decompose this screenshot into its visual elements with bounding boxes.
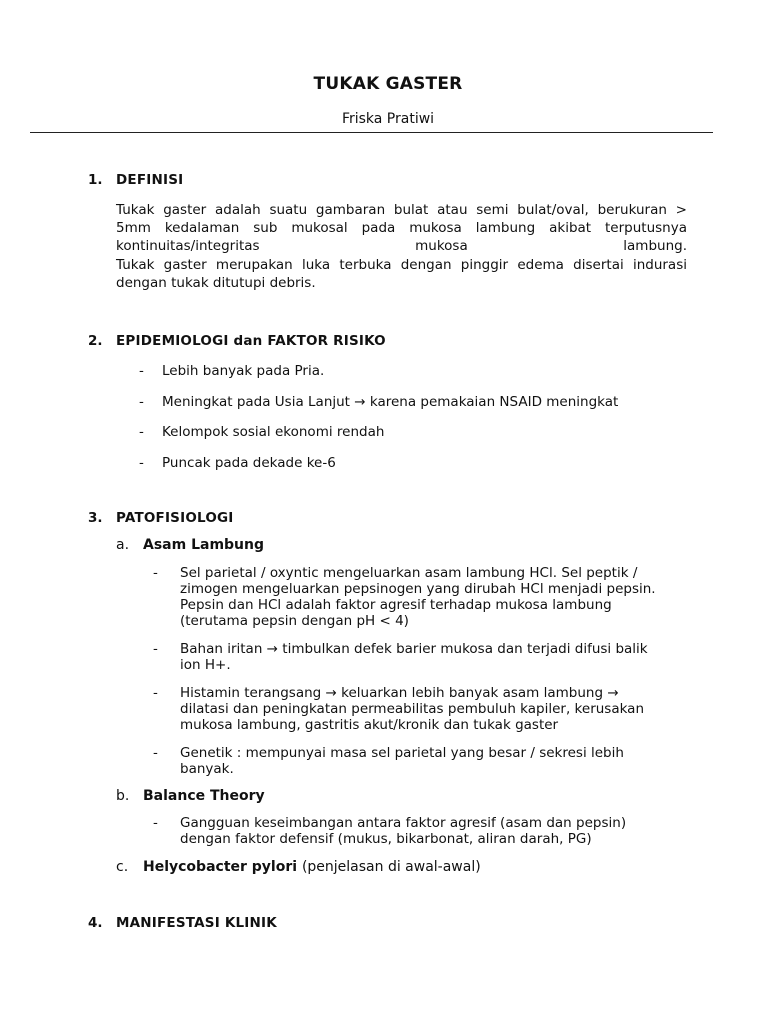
subsection-c-letter: c. — [116, 859, 129, 875]
bullet-dash: - — [153, 565, 158, 581]
list-item-line: Pepsin dan HCl adalah faktor agresif terhadap mukosa lambung — [180, 597, 612, 613]
list-item-line: Genetik : mempunyai masa sel parietal yang besar / sekresi lebih — [180, 745, 624, 761]
section-3-number: 3. — [88, 510, 103, 526]
list-item-line: zimogen mengeluarkan pepsinogen yang dirubah HCl menjadi pepsin. — [180, 581, 656, 597]
list-item-line: Bahan iritan → timbulkan defek barier mukosa dan terjadi difusi balik — [180, 641, 648, 657]
list-item: Meningkat pada Usia Lanjut → karena pemakaian NSAID meningkat — [162, 394, 619, 410]
list-item — [180, 745, 624, 777]
header-divider — [30, 132, 713, 133]
list-item — [180, 815, 626, 847]
section-2-number: 2. — [88, 333, 103, 349]
bullet-dash: - — [139, 394, 144, 410]
subsection-a-letter: a. — [116, 537, 130, 553]
list-item — [180, 641, 648, 673]
list-item-line: banyak. — [180, 761, 234, 777]
list-item — [180, 565, 656, 629]
paragraph-line: 5mm kedalaman sub mukosal pada mukosa lambung akibat terputusnya — [116, 220, 687, 237]
list-item-line: dengan faktor defensif (mukus, bikarbonat, aliran darah, PG) — [180, 831, 592, 847]
bullet-dash: - — [139, 363, 144, 379]
list-item-line: Sel parietal / oxyntic mengeluarkan asam lambung HCl. Sel peptik / — [180, 565, 638, 581]
list-item: Puncak pada dekade ke-6 — [162, 455, 336, 471]
list-item: Kelompok sosial ekonomi rendah — [162, 424, 385, 440]
list-item-line: dilatasi dan peningkatan permeabilitas pembuluh kapiler, kerusakan — [180, 701, 645, 717]
document-title: TUKAK GASTER — [313, 74, 463, 94]
subsection-c-heading — [143, 859, 481, 875]
list-item-line: ion H+. — [180, 657, 231, 673]
section-1-heading: DEFINISI — [116, 172, 184, 188]
list-item-line: mukosa lambung, gastritis akut/kronik dan tukak gaster — [180, 717, 559, 733]
list-item-line: Histamin terangsang → keluarkan lebih banyak asam lambung → — [180, 685, 619, 701]
paragraph-line: dengan tukak ditutupi debris. — [116, 274, 316, 291]
list-item-line: (terutama pepsin dengan pH < 4) — [180, 613, 409, 629]
bullet-dash: - — [153, 815, 158, 831]
subsection-a-heading: Asam Lambung — [143, 537, 265, 553]
list-item-line: Gangguan keseimbangan antara faktor agresif (asam dan pepsin) — [180, 815, 627, 831]
subsection-c-title: Helycobacter pylori — [143, 859, 298, 875]
list-item — [180, 685, 644, 733]
subsection-b-letter: b. — [116, 788, 130, 804]
bullet-dash: - — [153, 745, 158, 761]
document-author: Friska Pratiwi — [341, 111, 435, 127]
section-4-number: 4. — [88, 915, 103, 931]
bullet-dash: - — [139, 424, 144, 440]
section-3-heading: PATOFISIOLOGI — [116, 510, 234, 526]
bullet-dash: - — [153, 685, 158, 701]
subsection-c-note: (penjelasan di awal-awal) — [301, 859, 481, 875]
section-1-number: 1. — [88, 172, 103, 188]
paragraph-line: Tukak gaster merupakan luka terbuka dengan pinggir edema disertai indurasi — [116, 256, 687, 273]
list-item: Lebih banyak pada Pria. — [162, 363, 325, 379]
paragraph-line: kontinuitas/integritas mukosa lambung. — [116, 238, 687, 255]
paragraph-line: Tukak gaster adalah suatu gambaran bulat atau semi bulat/oval, berukuran > — [116, 202, 687, 218]
section-1-paragraph — [116, 201, 687, 292]
bullet-dash: - — [139, 455, 144, 471]
section-4-heading: MANIFESTASI KLINIK — [116, 915, 277, 931]
bullet-dash: - — [153, 641, 158, 657]
subsection-b-heading: Balance Theory — [143, 788, 265, 804]
section-2-heading: EPIDEMIOLOGI dan FAKTOR RISIKO — [116, 333, 386, 349]
